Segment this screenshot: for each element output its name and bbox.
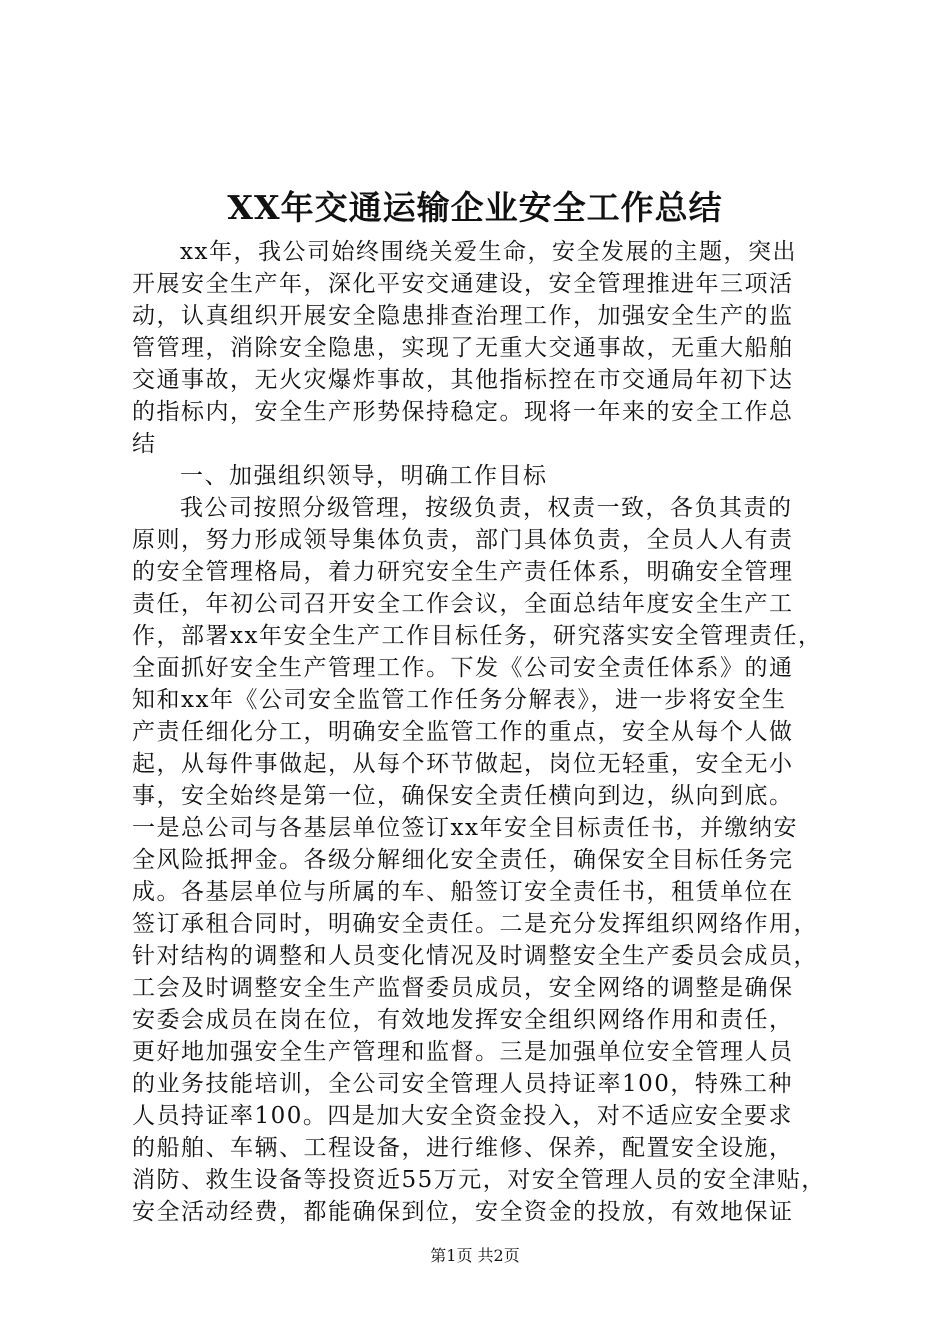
body-line: xx年，我公司始终围绕关爱生命，安全发展的主题，突出 bbox=[180, 239, 797, 265]
body-line: 工会及时调整安全生产监督委员成员，安全网络的调整是确保 bbox=[132, 975, 794, 1001]
body-line: 成。各基层单位与所属的车、船签订安全责任书，租赁单位在 bbox=[132, 879, 794, 905]
body-line: 的安全管理格局，着力研究安全生产责任体系，明确安全管理 bbox=[132, 559, 794, 585]
body-line: 的业务技能培训，全公司安全管理人员持证率100，特殊工种 bbox=[132, 1071, 793, 1097]
body-line: 原则，努力形成领导集体负责，部门具体负责，全员人人有责 bbox=[132, 527, 794, 553]
body-line: 针对结构的调整和人员变化情况及时调整安全生产委员会成员， bbox=[132, 943, 818, 969]
body-line: 责任，年初公司召开安全工作会议，全面总结年度安全生产工 bbox=[132, 591, 794, 617]
body-line: 安委会成员在岗在位，有效地发挥安全组织网络作用和责任， bbox=[132, 1007, 794, 1033]
body-line: 事，安全始终是第一位，确保安全责任横向到边，纵向到底。 bbox=[132, 783, 794, 809]
body-line: 安全活动经费，都能确保到位，安全资金的投放，有效地保证 bbox=[132, 1199, 794, 1225]
body-line: 的船舶、车辆、工程设备，进行维修、保养，配置安全设施， bbox=[132, 1135, 794, 1161]
document-body bbox=[132, 236, 832, 1228]
body-line: 起，从每件事做起，从每个环节做起，岗位无轻重，安全无小 bbox=[132, 751, 794, 777]
body-line: 更好地加强安全生产管理和监督。三是加强单位安全管理人员 bbox=[132, 1039, 794, 1065]
body-line: 知和xx年《公司安全监管工作任务分解表》，进一步将安全生 bbox=[132, 687, 787, 713]
body-line: 我公司按照分级管理，按级负责，权责一致，各负其责的 bbox=[180, 495, 793, 521]
body-line: 管管理，消除安全隐患，实现了无重大交通事故，无重大船舶 bbox=[132, 335, 794, 361]
body-line: 开展安全生产年，深化平安交通建设，安全管理推进年三项活 bbox=[132, 271, 794, 297]
body-line: 动，认真组织开展安全隐患排查治理工作，加强安全生产的监 bbox=[132, 303, 794, 329]
body-line: 产责任细化分工，明确安全监管工作的重点，安全从每个人做 bbox=[132, 719, 794, 745]
section-heading: 一、加强组织领导，明确工作目标 bbox=[180, 463, 548, 489]
body-line: 作，部署xx年安全生产工作目标任务，研究落实安全管理责任， bbox=[132, 623, 823, 649]
page-footer: 第1页 共2页 bbox=[430, 1246, 520, 1265]
body-line: 全风险抵押金。各级分解细化安全责任，确保安全目标任务完 bbox=[132, 847, 794, 873]
body-line: 一是总公司与各基层单位签订xx年安全目标责任书，并缴纳安 bbox=[132, 815, 798, 841]
body-line: 消防、救生设备等投资近55万元，对安全管理人员的安全津贴， bbox=[132, 1167, 826, 1193]
document-title: XX年交通运输企业安全工作总结 bbox=[227, 188, 723, 227]
body-line: 结 bbox=[132, 431, 157, 457]
body-line: 交通事故，无火灾爆炸事故，其他指标控在市交通局年初下达 bbox=[132, 367, 794, 393]
body-line: 的指标内，安全生产形势保持稳定。现将一年来的安全工作总 bbox=[132, 399, 794, 425]
body-line: 签订承租合同时，明确安全责任。二是充分发挥组织网络作用， bbox=[132, 911, 818, 937]
body-line: 全面抓好安全生产管理工作。下发《公司安全责任体系》的通 bbox=[132, 655, 794, 681]
body-line: 人员持证率100。四是加大安全资金投入，对不适应安全要求 bbox=[132, 1103, 793, 1129]
